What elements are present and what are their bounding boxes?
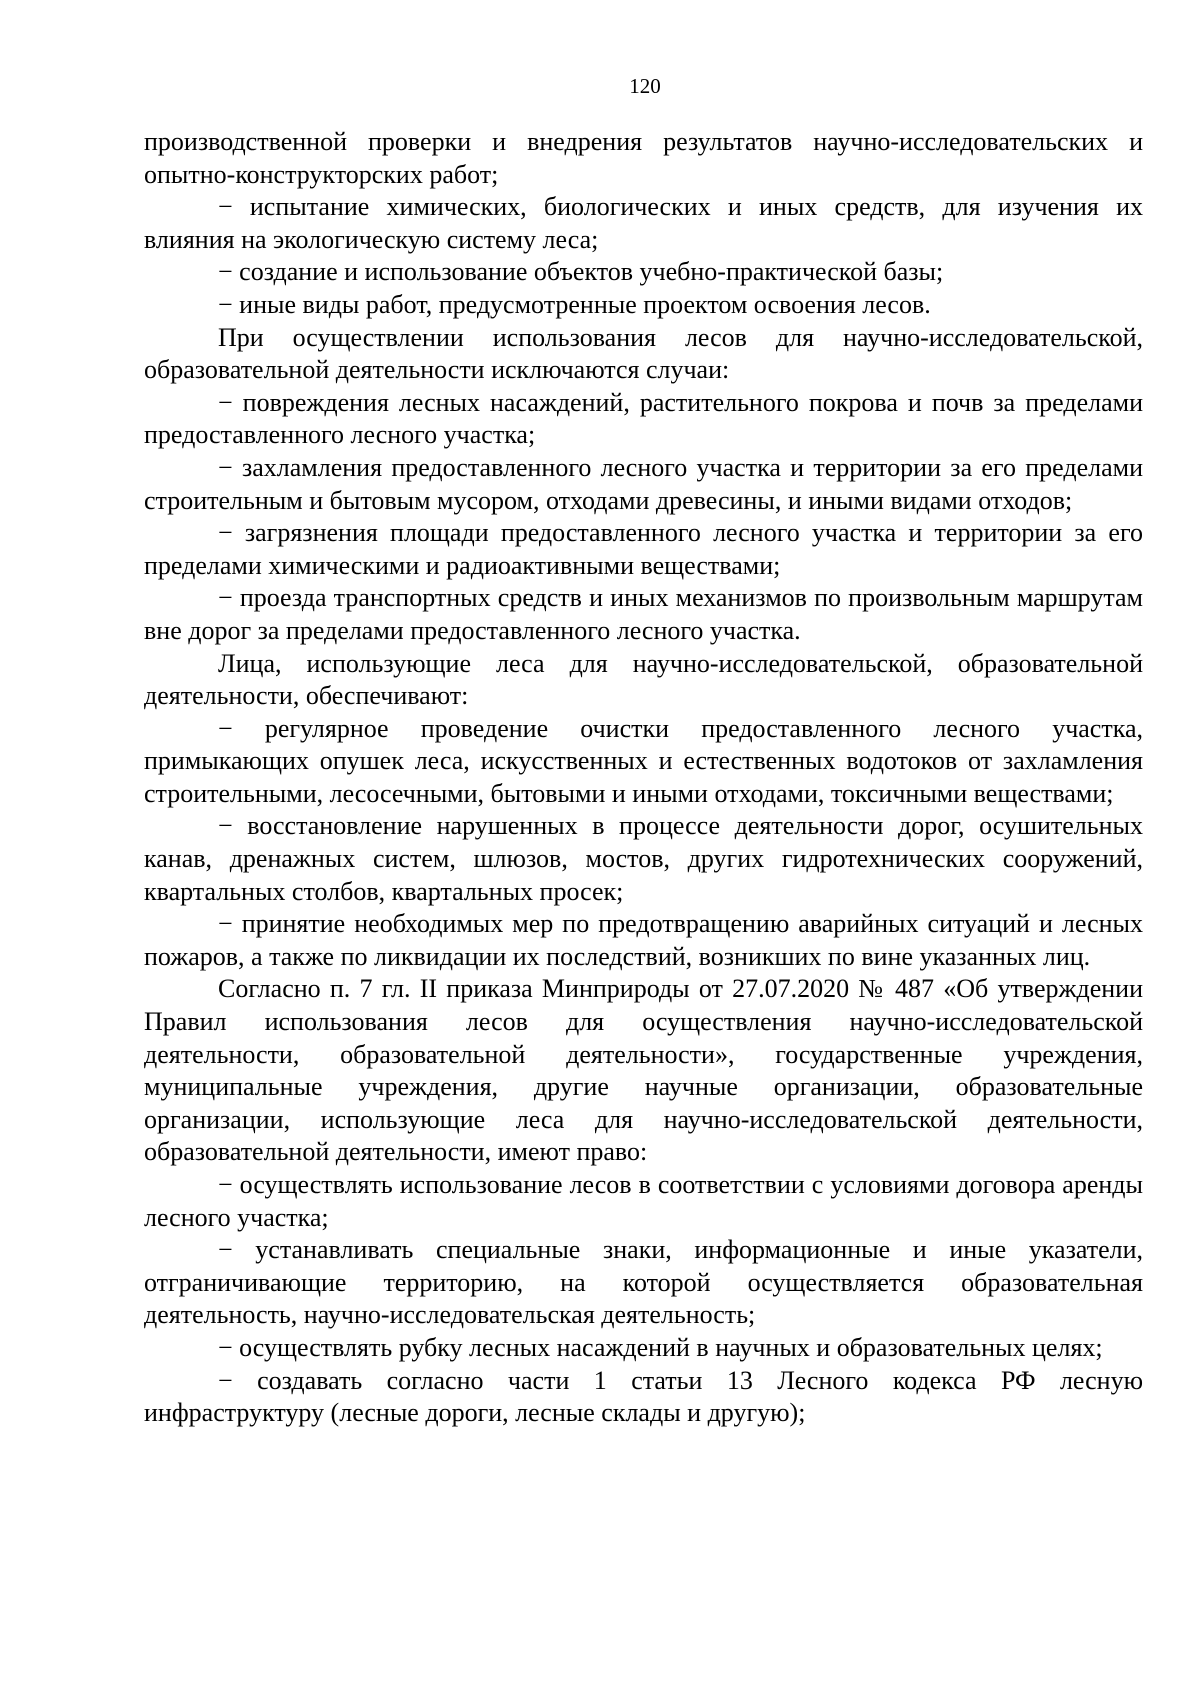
document-body: [144, 126, 1143, 1430]
paragraph: − осуществлять использование лесов в соответствии с условиями договора аренды лесного участка;: [144, 1170, 1143, 1232]
paragraph: − повреждения лесных насаждений, растительного покрова и почв за пределами предоставленного лесного участка;: [144, 387, 1143, 450]
paragraph: производственной проверки и внедрения результатов научно-исследовательских и опытно-конструкторских работ;: [144, 127, 1143, 189]
page-number: 120: [629, 74, 661, 98]
paragraph: − восстановление нарушенных в процессе деятельности дорог, осушительных канав, дренажных систем, шлюзов, мостов, других гидротехнических сооружений, квартальных столбов, квартальных просек;: [144, 811, 1143, 906]
paragraph: − принятие необходимых мер по предотвращению аварийных ситуаций и лесных пожаров, а также по ликвидации их последствий, возникших по вине указанных лиц.: [144, 909, 1143, 971]
paragraph: − проезда транспортных средств и иных механизмов по произвольным маршрутам вне дорог за пределами предоставленного лесного участка.: [144, 583, 1143, 645]
paragraph: Лица, использующие леса для научно-исследовательской, образовательной деятельности, обеспечивают:: [144, 648, 1143, 711]
paragraph: − загрязнения площади предоставленного лесного участка и территории за его пределами химическими и радиоактивными веществами;: [144, 518, 1143, 580]
paragraph: − создавать согласно части 1 статьи 13 Лесного кодекса РФ лесную инфраструктуру (лесные дороги, лесные склады и другую);: [144, 1365, 1143, 1428]
paragraph: − захламления предоставленного лесного участка и территории за его пределами строительным и бытовым мусором, отходами древесины, и иными видами отходов;: [144, 452, 1143, 515]
paragraph: Согласно п. 7 гл. II приказа Минприроды от 27.07.2020 № 487 «Об утверждении Правил использования лесов для осуществления научно-исследовательской деятельности, образовательной деятельности», государственные учреждения, муниципальные учреждения, другие научные организации, образовательные организации, использующие леса для научно-исследовательской деятельности, образовательной деятельности, имеют право:: [144, 974, 1143, 1167]
paragraph: − создание и использование объектов учебно-практической базы;: [218, 257, 944, 287]
paragraph: − устанавливать специальные знаки, информационные и иные указатели, отграничивающие территорию, на которой осуществляется образовательная деятельность, научно-исследовательская деятельность;: [144, 1235, 1143, 1330]
paragraph: − иные виды работ, предусмотренные проектом освоения лесов.: [218, 289, 931, 319]
paragraph: − осуществлять рубку лесных насаждений в научных и образовательных целях;: [218, 1332, 1103, 1362]
paragraph: При осуществлении использования лесов для научно-исследовательской, образовательной деятельности исключаются случаи:: [144, 322, 1143, 385]
paragraph: − испытание химических, биологических и иных средств, для изучения их влияния на экологическую систему леса;: [144, 192, 1143, 254]
paragraph: − регулярное проведение очистки предоставленного лесного участка, примыкающих опушек леса, искусственных и естественных водотоков от захламления строительными, лесосечными, бытовыми и иными отходами, токсичными веществами;: [144, 713, 1143, 808]
